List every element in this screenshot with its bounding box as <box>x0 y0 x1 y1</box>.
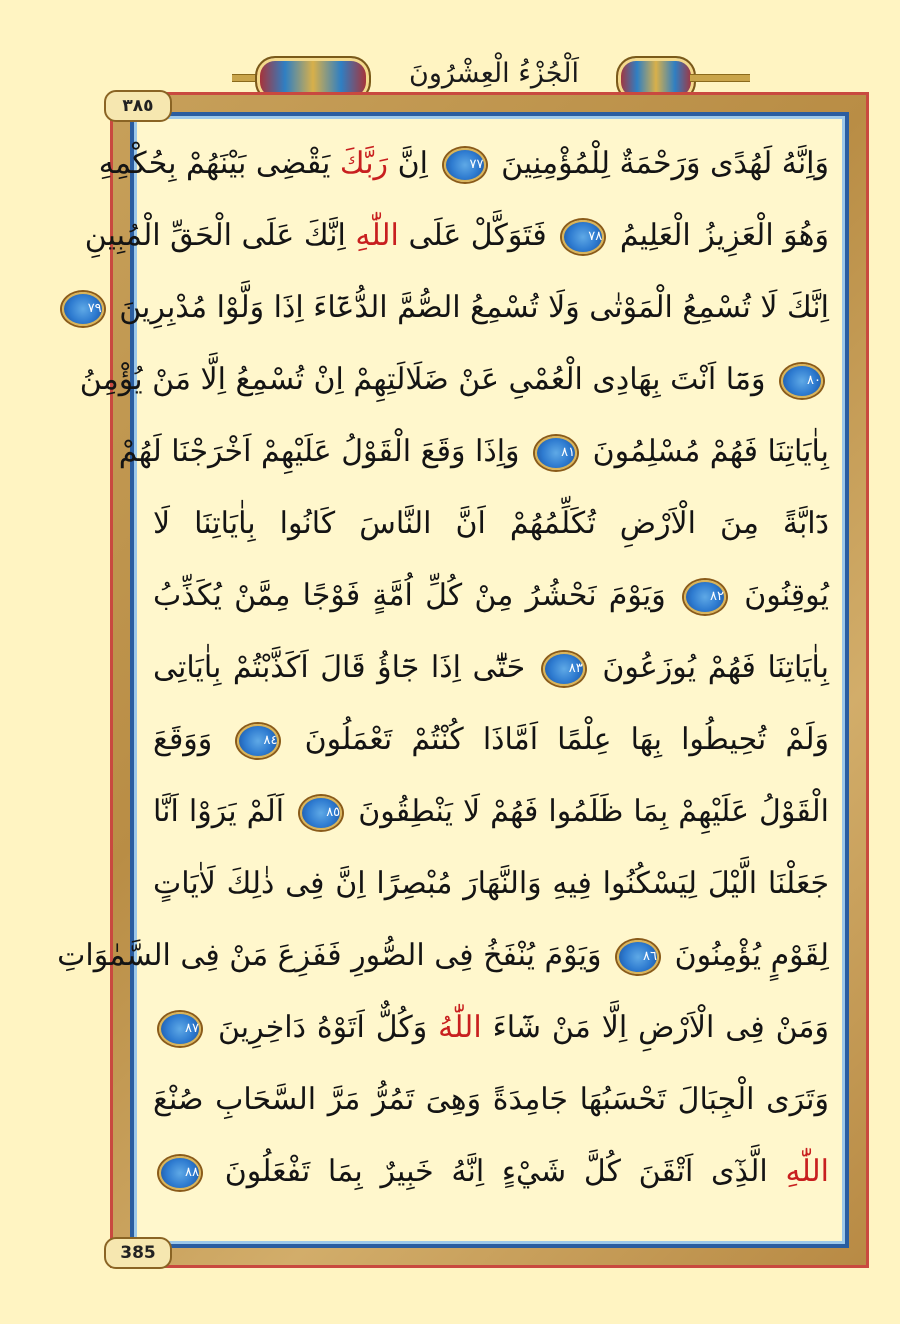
ayah-marker-80: ٨٠ <box>781 364 823 398</box>
quran-line-14 <box>153 1065 829 1135</box>
juz-title: اَلْجُزْءُ الْعِشْرُونَ <box>409 58 579 89</box>
line-9-text-a: وَلَمْ تُحِيطُوا بِهَا عِلْمًا اَمَّاذَا كُنْتُمْ تَعْمَلُونَ <box>304 722 830 757</box>
line-9-text-b: وَوَقَعَ <box>153 722 213 757</box>
quran-line-3 <box>87 273 829 343</box>
line-7-text-a: يُوقِنُونَ <box>744 578 829 613</box>
line-1-text-b: اِنَّ <box>397 146 428 181</box>
line-13-text-c: وَكُلٌّ اَتَوْهُ دَاخِرِينَ <box>217 1010 428 1045</box>
quran-line-13 <box>153 993 829 1063</box>
quran-line-15 <box>153 1137 829 1207</box>
quran-line-1 <box>98 129 829 199</box>
line-1-text-a: وَاِنَّهُ لَهُدًى وَرَحْمَةٌ لِلْمُؤْمِنِينَ <box>501 146 829 181</box>
line-14-text-a: وَتَرَى الْجِبَالَ تَحْسَبُهَا جَامِدَةً وَهِىَ تَمُرُّ مَرَّ السَّحَابِ صُنْعَ <box>153 1082 829 1117</box>
line-10-text-b: اَلَمْ يَرَوْا اَنَّا <box>153 794 285 829</box>
quran-line-4 <box>79 345 829 415</box>
ayah-marker-79: ٧٩ <box>62 292 104 326</box>
quran-line-8 <box>153 633 829 703</box>
quran-line-11 <box>153 849 829 919</box>
ayah-marker-82: ٨٢ <box>684 580 726 614</box>
line-12-text-a: لِقَوْمٍ يُؤْمِنُونَ <box>674 938 829 973</box>
ayah-marker-86: ٨٦ <box>617 940 659 974</box>
line-2-text-a: وَهُوَ الْعَزِيزُ الْعَلِيمُ <box>619 218 829 253</box>
page-header <box>0 0 900 98</box>
line-7-text-b: وَيَوْمَ نَحْشُرُ مِنْ كُلِّ اُمَّةٍ فَوْجًا مِمَّنْ يُكَذِّبُ <box>153 578 666 613</box>
quran-line-10 <box>153 777 829 847</box>
line-8-text-b: حَتّٰٓى اِذَا جَٓاؤُ قَالَ اَكَذَّبْتُمْ بِاٰيَاتِى <box>153 650 526 685</box>
page-number-top: ٣٨٥ <box>104 90 172 122</box>
line-11-text-a: جَعَلْنَا الَّيْلَ لِيَسْكُنُوا فِيهِ وَالنَّهَارَ مُبْصِرًا اِنَّ فِى ذٰلِكَ لَاٰيَاتٍ <box>153 866 829 901</box>
ayah-marker-85: ٨٥ <box>300 796 342 830</box>
quran-line-9 <box>153 705 829 775</box>
line-13-divine-word: اللّٰهُ <box>438 1010 482 1045</box>
line-5-text-b: وَاِذَا وَقَعَ الْقَوْلُ عَلَيْهِمْ اَخْرَجْنَا لَهُمْ <box>118 434 520 469</box>
quran-line-5 <box>118 417 829 487</box>
line-5-text-a: بِاٰيَاتِنَا فَهُمْ مُسْلِمُونَ <box>592 434 829 469</box>
quran-line-2 <box>84 201 829 271</box>
header-rule-right <box>690 74 750 82</box>
ayah-marker-78: ٧٨ <box>562 220 604 254</box>
line-15-text-a: الَّذِٓى اَتْقَنَ كُلَّ شَيْءٍ اِنَّهُ خَبِيرٌ بِمَا تَفْعَلُونَ <box>224 1154 768 1189</box>
line-3-text-a: اِنَّكَ لَا تُسْمِعُ الْمَوْتٰى وَلَا تُسْمِعُ الصُّمَّ الدُّعَٓاءَ اِذَا وَلَّوْا مُدْبِرِينَ <box>119 290 829 325</box>
ayah-marker-83: ٨٣ <box>543 652 585 686</box>
ayah-marker-81: ٨١ <box>535 436 577 470</box>
quran-line-7 <box>153 561 829 631</box>
ayah-marker-84: ٨٤ <box>237 724 279 758</box>
line-12-text-b: وَيَوْمَ يُنْفَخُ فِى الصُّورِ فَفَزِعَ مَنْ فِى السَّمٰوَاتِ <box>57 938 602 973</box>
line-2-divine-word: اللّٰهِ <box>355 218 399 253</box>
line-8-text-a: بِاٰيَاتِنَا فَهُمْ يُوزَعُونَ <box>602 650 829 685</box>
quran-line-12 <box>57 921 829 991</box>
line-1-divine-word: رَبَّكَ <box>339 146 389 181</box>
line-2-text-b: فَتَوَكَّلْ عَلَى <box>408 218 547 253</box>
line-10-text-a: الْقَوْلُ عَلَيْهِمْ بِمَا ظَلَمُوا فَهُمْ لَا يَنْطِقُونَ <box>358 794 829 829</box>
line-15-divine-word: اللّٰهِ <box>785 1154 829 1189</box>
ayah-marker-77: ٧٧ <box>444 148 486 182</box>
ayah-marker-87: ٨٧ <box>159 1012 201 1046</box>
line-4-text-a: وَمَٓا اَنْتَ بِهَادِى الْعُمْىِ عَنْ ضَلَالَتِهِمْ اِنْ تُسْمِعُ اِلَّا مَنْ يُؤْمِنُ <box>79 362 766 397</box>
ayah-marker-88: ٨٨ <box>159 1156 201 1190</box>
line-6-text-a: دَٓابَّةً مِنَ الْاَرْضِ تُكَلِّمُهُمْ اَنَّ النَّاسَ كَانُوا بِاٰيَاتِنَا لَا <box>153 506 829 541</box>
line-13-text-a: وَمَنْ فِى الْاَرْضِ اِلَّا مَنْ شَٓاءَ <box>492 1010 829 1045</box>
page-number-bottom: 385 <box>104 1237 172 1269</box>
quran-line-6 <box>153 489 829 559</box>
line-1-text-c: يَقْضِى بَيْنَهُمْ بِحُكْمِهِ <box>98 146 331 181</box>
line-2-text-c: اِنَّكَ عَلَى الْحَقِّ الْمُبِينِ <box>84 218 346 253</box>
